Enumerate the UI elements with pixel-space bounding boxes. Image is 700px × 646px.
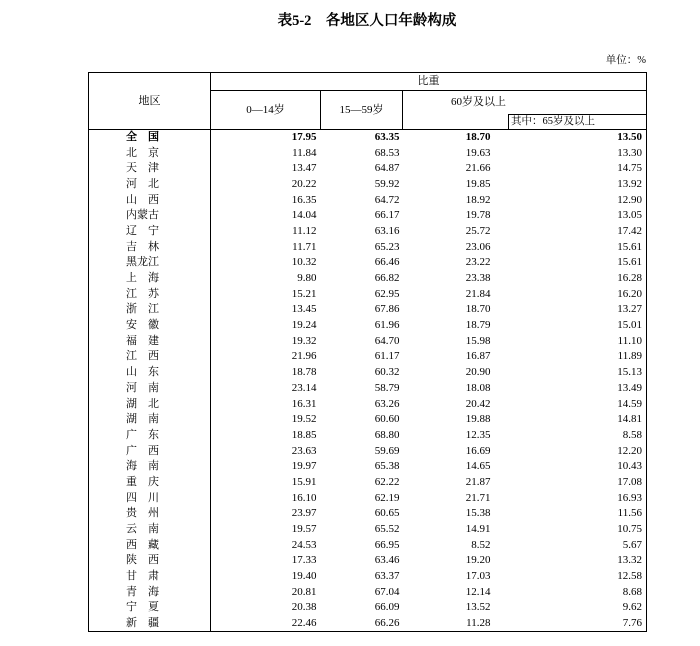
value-cell: 11.84 xyxy=(292,146,317,159)
value-cell: 66.95 xyxy=(374,538,400,551)
value-cell: 17.03 xyxy=(465,570,491,583)
table-row xyxy=(89,349,647,365)
value-cell: 65.52 xyxy=(374,523,400,536)
value-cell: 15.61 xyxy=(617,240,642,253)
region-name: 江 西 xyxy=(89,349,211,365)
value-cell: 13.92 xyxy=(617,177,642,190)
value-cell: 21.71 xyxy=(465,491,491,504)
empty-header-cell xyxy=(403,115,509,130)
region-name: 辽 宁 xyxy=(89,224,211,240)
value-cell: 18.79 xyxy=(465,319,491,332)
value-cell: 66.09 xyxy=(374,601,400,614)
region-name: 天 津 xyxy=(89,161,211,177)
value-cell: 13.45 xyxy=(291,303,317,316)
table-row xyxy=(89,600,647,616)
value-cell: 14.91 xyxy=(465,523,491,536)
value-cell: 12.35 xyxy=(465,428,491,441)
value-cell: 9.80 xyxy=(297,272,317,285)
region-name: 湖 南 xyxy=(89,412,211,428)
value-cell: 19.24 xyxy=(291,319,317,332)
region-name: 内蒙古 xyxy=(89,208,211,224)
value-cell: 16.31 xyxy=(291,397,317,410)
value-cell: 25.72 xyxy=(465,224,491,237)
region-name: 四 川 xyxy=(89,490,211,506)
table-row xyxy=(89,553,647,569)
value-cell: 21.66 xyxy=(465,162,491,175)
value-cell: 19.20 xyxy=(465,554,491,567)
table-row xyxy=(89,381,647,397)
table-row xyxy=(89,490,647,506)
population-age-composition-table xyxy=(88,72,647,632)
value-cell: 67.86 xyxy=(374,303,400,316)
value-cell: 12.90 xyxy=(617,193,642,206)
value-cell: 58.79 xyxy=(374,381,400,394)
value-cell: 15.98 xyxy=(465,334,491,347)
table-row xyxy=(89,239,647,255)
value-cell: 62.22 xyxy=(374,475,400,488)
value-cell: 15.01 xyxy=(617,319,642,332)
value-cell: 12.14 xyxy=(465,585,491,598)
value-cell: 66.17 xyxy=(374,209,400,222)
value-cell: 13.49 xyxy=(617,381,642,394)
region-name: 甘 肃 xyxy=(89,569,211,585)
value-cell: 16.10 xyxy=(291,491,317,504)
value-cell: 59.92 xyxy=(374,177,400,190)
value-cell: 20.42 xyxy=(465,397,491,410)
value-cell: 5.67 xyxy=(622,538,642,551)
value-cell: 68.53 xyxy=(374,146,400,159)
table-row xyxy=(89,537,647,553)
value-cell: 17.33 xyxy=(291,554,317,567)
proportion-group-header: 比重 xyxy=(211,73,647,91)
value-cell: 16.20 xyxy=(617,287,642,300)
value-cell: 23.38 xyxy=(465,272,491,285)
table-row xyxy=(89,584,647,600)
value-cell: 61.96 xyxy=(374,319,400,332)
table-row xyxy=(89,255,647,271)
table-row xyxy=(89,224,647,240)
value-cell: 65.38 xyxy=(374,460,400,473)
value-cell: 20.22 xyxy=(291,177,317,190)
table-row xyxy=(89,145,647,161)
document-page xyxy=(88,10,646,632)
value-cell: 64.72 xyxy=(374,193,400,206)
value-cell: 19.40 xyxy=(291,570,317,583)
table-row xyxy=(89,130,647,146)
table-row xyxy=(89,333,647,349)
value-cell: 18.78 xyxy=(291,366,317,379)
table-row xyxy=(89,475,647,491)
unit-label: 单位：% xyxy=(605,55,646,66)
value-cell: 23.97 xyxy=(291,507,317,520)
value-cell: 19.57 xyxy=(291,523,317,536)
value-cell: 18.08 xyxy=(465,381,491,394)
table-row xyxy=(89,443,647,459)
table-row xyxy=(89,286,647,302)
value-cell: 14.65 xyxy=(465,460,491,473)
region-name: 上 海 xyxy=(89,271,211,287)
value-cell: 13.27 xyxy=(617,303,642,316)
region-name: 全 国 xyxy=(89,130,211,146)
value-cell: 66.26 xyxy=(374,616,400,629)
value-cell: 63.16 xyxy=(374,224,400,237)
table-row xyxy=(89,459,647,475)
value-cell: 20.38 xyxy=(291,601,317,614)
value-cell: 63.46 xyxy=(374,554,400,567)
value-cell: 11.10 xyxy=(617,334,642,347)
value-cell: 21.96 xyxy=(291,350,317,363)
table-row xyxy=(89,616,647,632)
value-cell: 16.28 xyxy=(617,272,642,285)
table-row xyxy=(89,177,647,193)
value-cell: 19.85 xyxy=(465,177,491,190)
table-row xyxy=(89,302,647,318)
value-cell: 63.26 xyxy=(374,397,400,410)
value-cell: 16.35 xyxy=(291,193,317,206)
table-row xyxy=(89,192,647,208)
value-cell: 18.92 xyxy=(465,193,491,206)
value-cell: 18.70 xyxy=(465,303,491,316)
table-row xyxy=(89,271,647,287)
value-cell: 11.28 xyxy=(466,616,491,629)
value-cell: 60.60 xyxy=(374,413,400,426)
region-name: 贵 州 xyxy=(89,506,211,522)
value-cell: 23.06 xyxy=(465,240,491,253)
col-header-age-15-59: 15—59岁 xyxy=(321,91,403,130)
value-cell: 15.13 xyxy=(617,366,642,379)
region-name: 浙 江 xyxy=(89,302,211,318)
region-name: 江 苏 xyxy=(89,286,211,302)
value-cell: 68.80 xyxy=(374,428,400,441)
value-cell: 15.61 xyxy=(617,256,642,269)
table-row xyxy=(89,522,647,538)
region-name: 湖 北 xyxy=(89,396,211,412)
value-cell: 61.17 xyxy=(374,350,400,363)
region-name: 宁 夏 xyxy=(89,600,211,616)
value-cell: 63.37 xyxy=(374,570,400,583)
value-cell: 17.42 xyxy=(617,224,642,237)
table-row xyxy=(89,506,647,522)
value-cell: 16.87 xyxy=(465,350,491,363)
value-cell: 19.78 xyxy=(465,209,491,222)
value-cell: 8.58 xyxy=(622,428,642,441)
value-cell: 11.71 xyxy=(292,240,317,253)
value-cell: 19.52 xyxy=(291,413,317,426)
table-row xyxy=(89,412,647,428)
value-cell: 22.46 xyxy=(291,616,317,629)
region-name: 黑龙江 xyxy=(89,255,211,271)
region-name: 安 徽 xyxy=(89,318,211,334)
table-row xyxy=(89,396,647,412)
col-header-age-65-plus: 其中：65岁及以上 xyxy=(509,115,647,130)
region-name: 重 庆 xyxy=(89,475,211,491)
value-cell: 62.19 xyxy=(374,491,400,504)
value-cell: 8.52 xyxy=(471,538,491,551)
value-cell: 66.82 xyxy=(374,272,400,285)
table-row xyxy=(89,428,647,444)
region-name: 广 东 xyxy=(89,428,211,444)
value-cell: 20.81 xyxy=(291,585,317,598)
region-name: 青 海 xyxy=(89,584,211,600)
value-cell: 13.05 xyxy=(617,209,642,222)
value-cell: 13.50 xyxy=(617,131,642,144)
table-row xyxy=(89,365,647,381)
value-cell: 12.20 xyxy=(617,444,642,457)
value-cell: 21.84 xyxy=(465,287,491,300)
value-cell: 60.65 xyxy=(374,507,400,520)
value-cell: 18.70 xyxy=(465,131,491,144)
value-cell: 23.22 xyxy=(465,256,491,269)
value-cell: 17.95 xyxy=(291,131,317,144)
value-cell: 15.38 xyxy=(465,507,491,520)
value-cell: 15.91 xyxy=(291,475,317,488)
region-name: 山 东 xyxy=(89,365,211,381)
value-cell: 19.32 xyxy=(291,334,317,347)
region-name: 西 藏 xyxy=(89,537,211,553)
table-title: 表5-2 各地区人口年龄构成 xyxy=(277,13,457,29)
value-cell: 19.63 xyxy=(465,146,491,159)
region-name: 海 南 xyxy=(89,459,211,475)
value-cell: 19.88 xyxy=(465,413,491,426)
value-cell: 11.56 xyxy=(617,507,642,520)
value-cell: 14.75 xyxy=(617,162,642,175)
value-cell: 23.14 xyxy=(291,381,317,394)
value-cell: 13.32 xyxy=(617,554,642,567)
value-cell: 65.23 xyxy=(374,240,400,253)
table-body xyxy=(89,130,647,632)
table-row xyxy=(89,161,647,177)
value-cell: 15.21 xyxy=(291,287,317,300)
value-cell: 66.46 xyxy=(374,256,400,269)
value-cell: 21.87 xyxy=(465,475,491,488)
value-cell: 14.59 xyxy=(617,397,642,410)
value-cell: 7.76 xyxy=(622,616,642,629)
value-cell: 17.08 xyxy=(617,475,642,488)
value-cell: 10.43 xyxy=(617,460,642,473)
value-cell: 64.87 xyxy=(374,162,400,175)
value-cell: 24.53 xyxy=(291,538,317,551)
region-column-header: 地区 xyxy=(89,73,211,130)
table-row xyxy=(89,318,647,334)
col-header-age-60-plus: 60岁及以上 xyxy=(451,96,506,108)
region-name: 新 疆 xyxy=(89,616,211,632)
region-name: 福 建 xyxy=(89,333,211,349)
value-cell: 12.58 xyxy=(617,570,642,583)
value-cell: 11.12 xyxy=(292,224,317,237)
region-name: 陕 西 xyxy=(89,553,211,569)
value-cell: 64.70 xyxy=(374,334,400,347)
region-name: 河 北 xyxy=(89,177,211,193)
value-cell: 11.89 xyxy=(617,350,642,363)
region-name: 广 西 xyxy=(89,443,211,459)
value-cell: 63.35 xyxy=(374,131,400,144)
value-cell: 19.97 xyxy=(291,460,317,473)
value-cell: 8.68 xyxy=(622,585,642,598)
value-cell: 67.04 xyxy=(374,585,400,598)
value-cell: 10.75 xyxy=(617,523,642,536)
region-name: 云 南 xyxy=(89,522,211,538)
value-cell: 13.52 xyxy=(465,601,491,614)
region-name: 河 南 xyxy=(89,381,211,397)
region-name: 吉 林 xyxy=(89,239,211,255)
value-cell: 23.63 xyxy=(291,444,317,457)
value-cell: 13.47 xyxy=(291,162,317,175)
value-cell: 62.95 xyxy=(374,287,400,300)
value-cell: 16.69 xyxy=(465,444,491,457)
value-cell: 13.30 xyxy=(617,146,642,159)
value-cell: 16.93 xyxy=(617,491,642,504)
region-name: 北 京 xyxy=(89,145,211,161)
value-cell: 18.85 xyxy=(291,428,317,441)
value-cell: 10.32 xyxy=(291,256,317,269)
region-name: 山 西 xyxy=(89,192,211,208)
value-cell: 60.32 xyxy=(374,366,400,379)
value-cell: 14.04 xyxy=(291,209,317,222)
value-cell: 9.62 xyxy=(622,601,642,614)
value-cell: 14.81 xyxy=(617,413,642,426)
table-row xyxy=(89,569,647,585)
value-cell: 59.69 xyxy=(374,444,400,457)
col-header-age-0-14: 0—14岁 xyxy=(211,91,321,130)
value-cell: 20.90 xyxy=(465,366,491,379)
table-row xyxy=(89,208,647,224)
